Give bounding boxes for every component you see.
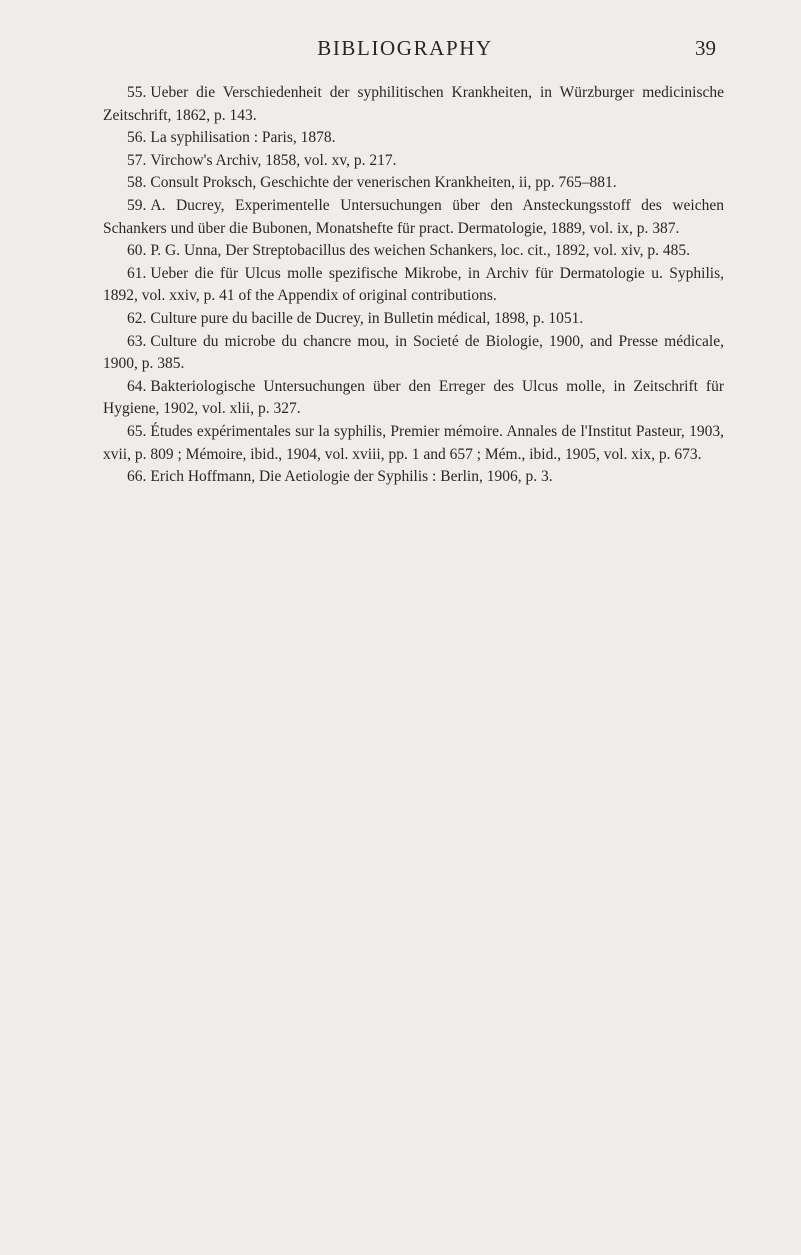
entry-text: Ueber die für Ulcus molle spezifische Mikrobe, in Archiv für Dermatologie u. Syphilis, 1892, vol. xxiv, p. 41 of the Appendix of original contributions. (103, 264, 724, 305)
entry-text: Culture du microbe du chancre mou, in Societé de Biologie, 1900, and Presse médicale, 1900, p. 385. (103, 332, 724, 373)
bibliography-list (103, 82, 724, 489)
bibliography-entry (103, 308, 724, 331)
entry-number: 64. (127, 377, 147, 395)
entry-number: 63. (127, 332, 147, 350)
entry-number: 66. (127, 468, 147, 486)
entry-text: Erich Hoffmann, Die Aetiologie der Syphilis : Berlin, 1906, p. 3. (150, 468, 553, 486)
entry-text: Culture pure du bacille de Ducrey, in Bulletin médical, 1898, p. 1051. (150, 309, 584, 327)
bibliography-entry (103, 263, 724, 308)
bibliography-entry (103, 376, 724, 421)
entry-text: Études expérimentales sur la syphilis, Premier mémoire. Annales de l'Institut Pasteur, 1903, xvii, p. 809 ; Mémoire, ibid., 1904, vol. xviii, pp. 1 and 657 ; Mém., ibid., 1905, vol. xix, p. 673. (103, 422, 724, 463)
bibliography-entry (103, 421, 724, 466)
entry-text: A. Ducrey, Experimentelle Untersuchungen über den Ansteckungsstoff des weichen Schankers und über die Bubonen, Monatshefte für pract. Dermatologie, 1889, vol. ix, p. 387. (103, 196, 724, 237)
entry-text: Ueber die Verschiedenheit der syphilitischen Krankheiten, in Würzburger medicinische Zeitschrift, 1862, p. 143. (103, 84, 724, 124)
entry-text: Bakteriologische Untersuchungen über den Erreger des Ulcus molle, in Zeitschrift für Hygiene, 1902, vol. xlii, p. 327. (103, 377, 724, 418)
entry-number: 58. (127, 174, 147, 192)
entry-number: 61. (127, 264, 147, 282)
bibliography-entry (103, 82, 724, 127)
entry-number: 56. (127, 129, 147, 147)
bibliography-entry (103, 240, 724, 263)
entry-number: 65. (127, 422, 147, 440)
bibliography-entry (103, 172, 724, 195)
page-number: 39 (695, 36, 716, 60)
entry-text: Virchow's Archiv, 1858, vol. xv, p. 217. (150, 151, 397, 169)
bibliography-entry (103, 127, 724, 150)
entry-number: 59. (127, 196, 147, 214)
entry-number: 60. (127, 242, 147, 260)
running-title: BIBLIOGRAPHY (317, 36, 493, 60)
bibliography-entry (103, 466, 724, 489)
running-head (90, 33, 720, 63)
entry-number: 55. (127, 84, 147, 101)
entry-text: Consult Proksch, Geschichte der venerischen Krankheiten, ii, pp. 765–881. (150, 174, 617, 192)
entry-text: P. G. Unna, Der Streptobacillus des weichen Schankers, loc. cit., 1892, vol. xiv, p. 485. (150, 242, 691, 260)
bibliography-entry (103, 150, 724, 173)
bibliography-entry (103, 331, 724, 376)
entry-number: 57. (127, 151, 147, 169)
entry-text: La syphilisation : Paris, 1878. (150, 129, 336, 147)
bibliography-entry (103, 195, 724, 240)
entry-number: 62. (127, 309, 147, 327)
